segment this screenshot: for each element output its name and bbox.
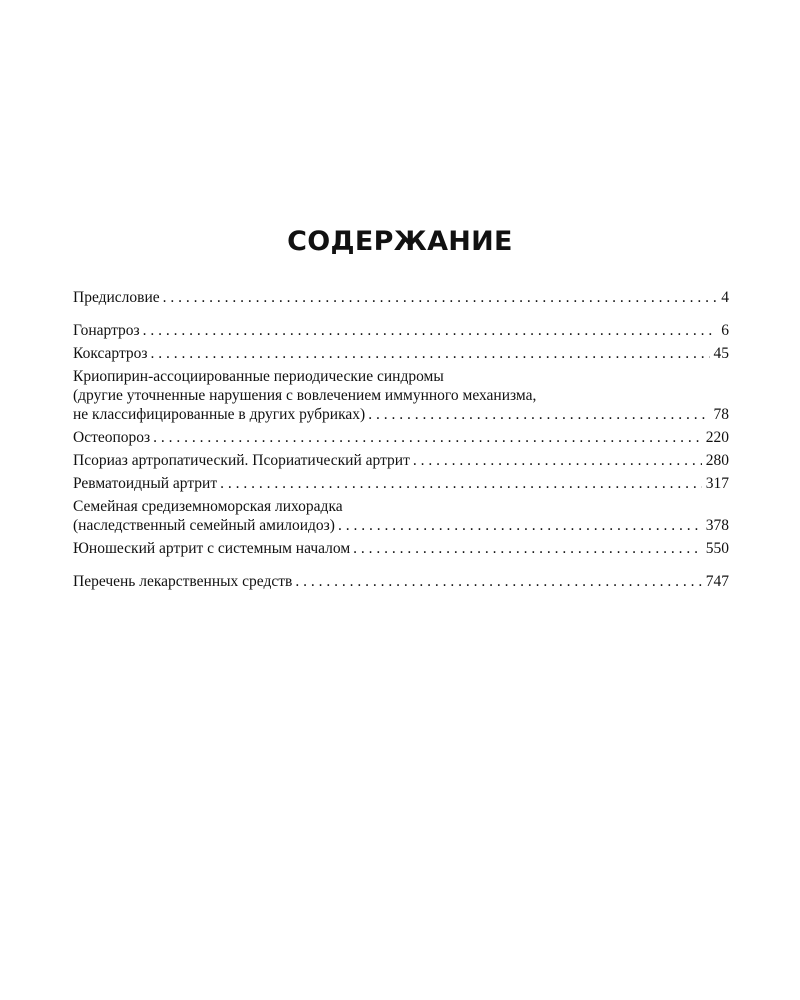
dot-leader [143, 321, 718, 340]
toc-page-number: 45 [713, 345, 729, 362]
toc-page-number: 280 [705, 452, 729, 469]
dot-leader [220, 474, 702, 493]
toc-entry-gonarthrosis [73, 321, 729, 340]
dot-leader [163, 288, 718, 307]
toc-entry-title-continued: (наследственный семейный амилоидоз) [73, 517, 335, 534]
toc-entry-title: Псориаз артропатический. Псориатический артрит [73, 452, 410, 469]
toc-entry-title: Семейная средиземноморская лихорадка [73, 498, 343, 515]
toc-entry-title-continued: не классифицированные в других рубриках) [73, 406, 366, 423]
toc-page-number: 747 [705, 573, 729, 590]
toc-page-number: 4 [721, 289, 729, 306]
toc-entry-coxarthrosis [73, 344, 729, 363]
toc-entry-osteoporosis [73, 428, 729, 447]
toc-entry-title-continued: (другие уточненные нарушения с вовлечением иммунного механизма, [73, 387, 537, 404]
dot-leader [295, 572, 701, 591]
toc-entry-juvenile-arthritis [73, 539, 729, 558]
page-title: СОДЕРЖАНИЕ [287, 226, 513, 257]
toc-entry-rheumatoid-arthritis [73, 474, 729, 493]
dot-leader [338, 516, 702, 535]
toc-entry-psoriatic-arthritis [73, 451, 729, 470]
toc-entry-title: Коксартроз [73, 345, 148, 362]
toc-entry-title: Ревматоидный артрит [73, 475, 218, 492]
toc-entry-cryopyrin-syndromes [73, 367, 729, 424]
dot-leader [153, 428, 702, 447]
table-of-contents [73, 288, 729, 595]
toc-page-number: 6 [721, 322, 729, 339]
toc-page-number: 550 [705, 540, 729, 557]
dot-leader [353, 539, 702, 558]
toc-entry-title: Криопирин-ассоциированные периодические синдромы [73, 368, 444, 385]
dot-leader [151, 344, 710, 363]
dot-leader [413, 451, 702, 470]
toc-entry-title: Предисловие [73, 289, 160, 306]
toc-entry-title: Остеопороз [73, 429, 151, 446]
toc-entry-title: Перечень лекарственных средств [73, 573, 293, 590]
toc-entry-title: Юношеский артрит с системным началом [73, 540, 351, 557]
toc-page-number: 317 [705, 475, 729, 492]
toc-page-number: 220 [705, 429, 729, 446]
toc-entry-title: Гонартроз [73, 322, 140, 339]
toc-entry-drug-list [73, 572, 729, 591]
toc-entry-familial-mediterranean-fever [73, 497, 729, 535]
toc-entry-preface [73, 288, 729, 307]
toc-page-number: 78 [713, 406, 729, 423]
toc-page-number: 378 [705, 517, 729, 534]
dot-leader [368, 405, 709, 424]
